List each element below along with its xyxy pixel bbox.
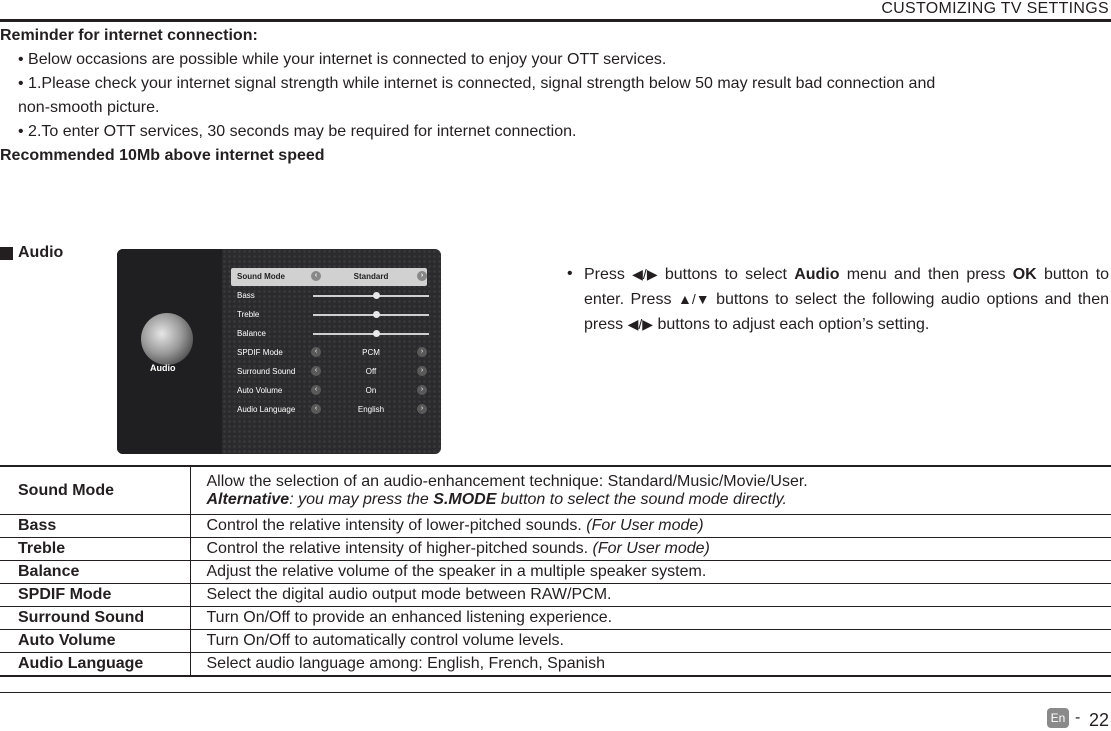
instruction-part: buttons to select the following audio options and then press [584, 291, 1109, 333]
osd-row-auto-volume [231, 382, 427, 400]
chevron-left-icon: ‹ [311, 271, 321, 281]
osd-row-audio-language [231, 401, 427, 419]
chevron-right-icon: › [417, 347, 427, 357]
osd-row-value: On [331, 386, 411, 395]
ok-keyword: OK [1013, 266, 1037, 283]
page-number: 22 [1089, 710, 1109, 731]
bullet-dot: • [567, 262, 573, 286]
slider-track [313, 314, 429, 316]
chevron-right-icon: › [417, 366, 427, 376]
osd-row-value: PCM [331, 348, 411, 357]
left-right-arrows-icon: ◀/▶ [628, 312, 653, 336]
table-row [0, 607, 1111, 630]
table-row [0, 561, 1111, 584]
recommended-speed: Recommended 10Mb above internet speed [0, 144, 1108, 168]
slider-track [313, 333, 429, 335]
language-badge: En [1047, 708, 1069, 728]
option-desc-text: Allow the selection of an audio-enhancement technique: Standard/Music/Movie/User. [207, 473, 1111, 491]
instruction-part: buttons to select [665, 266, 787, 283]
option-description: Turn On/Off to provide an enhanced listening experience. [190, 607, 1111, 630]
table-row [0, 538, 1111, 561]
option-name: Balance [0, 561, 190, 584]
up-down-arrows-icon: ▲/▼ [678, 287, 710, 311]
slider-knob [373, 311, 380, 318]
option-name: Audio Language [0, 653, 190, 676]
chevron-left-icon: ‹ [311, 385, 321, 395]
reminder-item: • Below occasions are possible while your internet is connected to enjoy your OTT services. [0, 48, 1108, 72]
osd-category-panel [117, 249, 222, 454]
reminder-item-continuation: non-smooth picture. [0, 96, 1108, 120]
chevron-left-icon: ‹ [311, 347, 321, 357]
audio-instruction [568, 262, 1109, 337]
audio-options-table [0, 465, 1111, 677]
chevron-left-icon: ‹ [311, 404, 321, 414]
reminder-item: • 1.Please check your internet signal strength while internet is connected, signal strength below 50 may result bad connection and [0, 72, 1108, 96]
alt-end: button to select the sound mode directly. [496, 491, 787, 508]
option-note: (For User mode) [593, 540, 710, 557]
table-row [0, 630, 1111, 653]
option-desc-text: Control the relative intensity of lower-pitched sounds. [207, 517, 582, 534]
slider-track [313, 295, 429, 297]
option-description [190, 466, 1111, 515]
osd-row-value: Off [331, 367, 411, 376]
chevron-right-icon: › [417, 385, 427, 395]
osd-row-label: Sound Mode [237, 272, 285, 281]
square-bullet-icon [0, 247, 13, 260]
header-rule [0, 19, 1111, 22]
reminder-block [0, 24, 1108, 168]
option-description [190, 515, 1111, 538]
section-title-text: Audio [18, 244, 63, 262]
instruction-part: menu and then press [847, 266, 1006, 283]
table-row [0, 653, 1111, 676]
osd-row-balance [231, 325, 427, 343]
option-description: Turn On/Off to automatically control volume levels. [190, 630, 1111, 653]
table-row [0, 584, 1111, 607]
table-row [0, 466, 1111, 515]
chevron-right-icon: › [417, 271, 427, 281]
alt-label: Alternative [207, 491, 290, 508]
osd-row-sound-mode [231, 268, 427, 286]
option-desc-text: Control the relative intensity of higher-pitched sounds. [207, 540, 589, 557]
osd-row-spdif-mode [231, 344, 427, 362]
option-name: Surround Sound [0, 607, 190, 630]
osd-row-surround-sound [231, 363, 427, 381]
section-title [0, 244, 63, 262]
instruction-part: Press [584, 266, 625, 283]
osd-row-value: English [331, 405, 411, 414]
option-name: Treble [0, 538, 190, 561]
instruction-part: buttons to adjust each option’s setting. [657, 316, 929, 333]
alt-key: S.MODE [433, 491, 496, 508]
osd-row-value: Standard [331, 272, 411, 281]
option-note: (For User mode) [586, 517, 703, 534]
option-description: Adjust the relative volume of the speaker in a multiple speaker system. [190, 561, 1111, 584]
option-name: Sound Mode [0, 466, 190, 515]
osd-row-label: Auto Volume [237, 386, 282, 395]
osd-row-label: Balance [237, 329, 266, 338]
chevron-left-icon: ‹ [311, 366, 321, 376]
osd-row-label: Treble [237, 310, 259, 319]
footer-rule [0, 692, 1111, 693]
osd-category-label: Audio [150, 363, 176, 373]
instruction-text [568, 262, 1109, 337]
osd-row-label: SPDIF Mode [237, 348, 283, 357]
option-description: Select the digital audio output mode between RAW/PCM. [190, 584, 1111, 607]
option-name: SPDIF Mode [0, 584, 190, 607]
option-description: Select audio language among: English, French, Spanish [190, 653, 1111, 676]
osd-row-label: Audio Language [237, 405, 295, 414]
page-header-title: CUSTOMIZING TV SETTINGS [881, 0, 1109, 18]
slider-knob [373, 330, 380, 337]
option-alternative [207, 491, 1111, 509]
page-dash: - [1075, 709, 1080, 727]
option-name: Auto Volume [0, 630, 190, 653]
option-name: Bass [0, 515, 190, 538]
chevron-right-icon: › [417, 404, 427, 414]
slider-knob [373, 292, 380, 299]
osd-row-label: Bass [237, 291, 255, 300]
alt-mid: : you may press the [289, 491, 433, 508]
speaker-icon [141, 313, 193, 365]
osd-row-treble [231, 306, 427, 324]
reminder-heading: Reminder for internet connection: [0, 24, 1108, 48]
instruction-part: button to enter. Press [584, 266, 1109, 308]
table-row [0, 515, 1111, 538]
reminder-item: • 2.To enter OTT services, 30 seconds may be required for internet connection. [0, 120, 1108, 144]
option-description [190, 538, 1111, 561]
osd-row-label: Surround Sound [237, 367, 295, 376]
osd-row-bass [231, 287, 427, 305]
audio-keyword: Audio [794, 266, 839, 283]
left-right-arrows-icon: ◀/▶ [632, 262, 657, 286]
audio-osd-screenshot [117, 249, 441, 454]
